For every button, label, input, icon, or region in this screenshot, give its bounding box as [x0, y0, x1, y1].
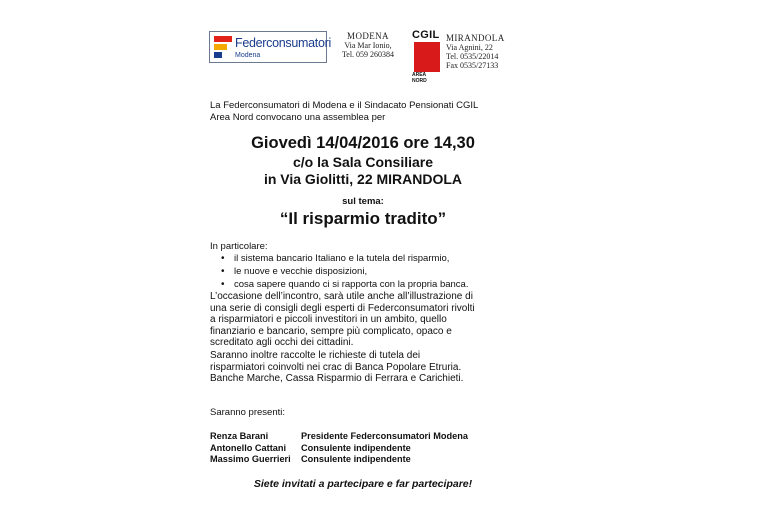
- particulars-list: [210, 252, 520, 291]
- list-item: • le nuove e vecchie disposizioni,: [210, 265, 520, 278]
- presenter-role: Consulente indipendente: [301, 454, 411, 464]
- mirandola-city: MIRANDOLA: [446, 33, 505, 43]
- presenters-list: [210, 431, 468, 466]
- modena-address: [340, 32, 396, 59]
- theme-block: [210, 196, 516, 230]
- federconsumatori-logo: [209, 31, 331, 63]
- paragraph-line: screditato agli occhi dei cittadini.: [210, 337, 354, 348]
- mirandola-tel: Tel. 0535/22014: [446, 52, 499, 61]
- presenter-row: [210, 443, 468, 455]
- mirandola-address: [446, 34, 505, 70]
- modena-street: Via Mar Ionio,: [344, 41, 392, 50]
- paragraph-line: risparmiatori coinvolti nei crac di Banca Popolare Etruria.: [210, 361, 462, 373]
- paragraph-line: una serie di consigli degli esperti di Federconsumatori rivolti: [210, 302, 475, 314]
- list-item: • il sistema bancario Italiano e la tutela del risparmio,: [210, 252, 520, 265]
- intro-line-2: Area Nord convocano una assemblea per: [210, 111, 386, 123]
- theme-title: “Il risparmio tradito”: [279, 209, 447, 228]
- closing-invitation: Siete invitati a partecipare e far partecipare!: [253, 478, 473, 490]
- presenter-name: Massimo Guerrieri: [210, 454, 291, 464]
- cgil-logo: [412, 29, 442, 84]
- paragraph-line: L’occasione dell’incontro, sarà utile anche all’illustrazione di: [210, 291, 473, 302]
- cgil-flag-icon: [414, 42, 440, 72]
- theme-label: sul tema:: [342, 196, 384, 207]
- paragraph-line: a risparmiatori e piccoli investitori in un ambito, quello: [210, 314, 447, 325]
- mirandola-street: Via Agnini, 22: [446, 43, 493, 52]
- event-address: in Via Giolitti, 22 MIRANDOLA: [263, 171, 463, 187]
- particulars-label: In particolare:: [210, 241, 268, 252]
- cgil-name: CGIL: [412, 29, 440, 41]
- federconsumatori-name: Federconsumatori: [235, 36, 331, 50]
- event-date: Giovedì 14/04/2016 ore 14,30: [251, 134, 475, 152]
- intro: [210, 100, 478, 123]
- mirandola-fax: Fax 0535/27133: [446, 61, 499, 70]
- federconsumatori-mark-icon: [214, 36, 232, 58]
- presenter-name: Antonello Cattani: [210, 442, 287, 453]
- event-place: c/o la Sala Consiliare: [292, 154, 434, 170]
- intro-line-1: La Federconsumatori di Modena e il Sindacato Pensionati CGIL: [210, 100, 479, 111]
- paragraph-2: [210, 350, 515, 385]
- paragraph-line: Saranno inoltre raccolte le richieste di tutela dei: [210, 350, 421, 361]
- list-item: • cosa sapere quando ci si rapporta con la propria banca.: [210, 278, 520, 291]
- paragraph-line: Banche Marche, Cassa Risparmio di Ferrara e Carichieti.: [210, 373, 464, 384]
- presenters-label: Saranno presenti:: [210, 407, 285, 418]
- presenter-name: Renza Barani: [210, 431, 269, 441]
- presenter-role: Presidente Federconsumatori Modena: [301, 431, 468, 441]
- presenter-row: [210, 454, 468, 466]
- presenter-row: [210, 431, 468, 443]
- federconsumatori-sub: Modena: [235, 52, 261, 59]
- modena-city: MODENA: [347, 31, 389, 41]
- event-block: [210, 132, 516, 188]
- modena-tel: Tel. 059 260384: [341, 50, 395, 59]
- presenter-role: Consulente indipendente: [301, 442, 411, 453]
- paragraph-1: [210, 291, 515, 349]
- cgil-area: AREA NORD: [412, 72, 427, 84]
- paragraph-line: finanziario e bancario, sempre più complicato, opaco e: [210, 325, 452, 337]
